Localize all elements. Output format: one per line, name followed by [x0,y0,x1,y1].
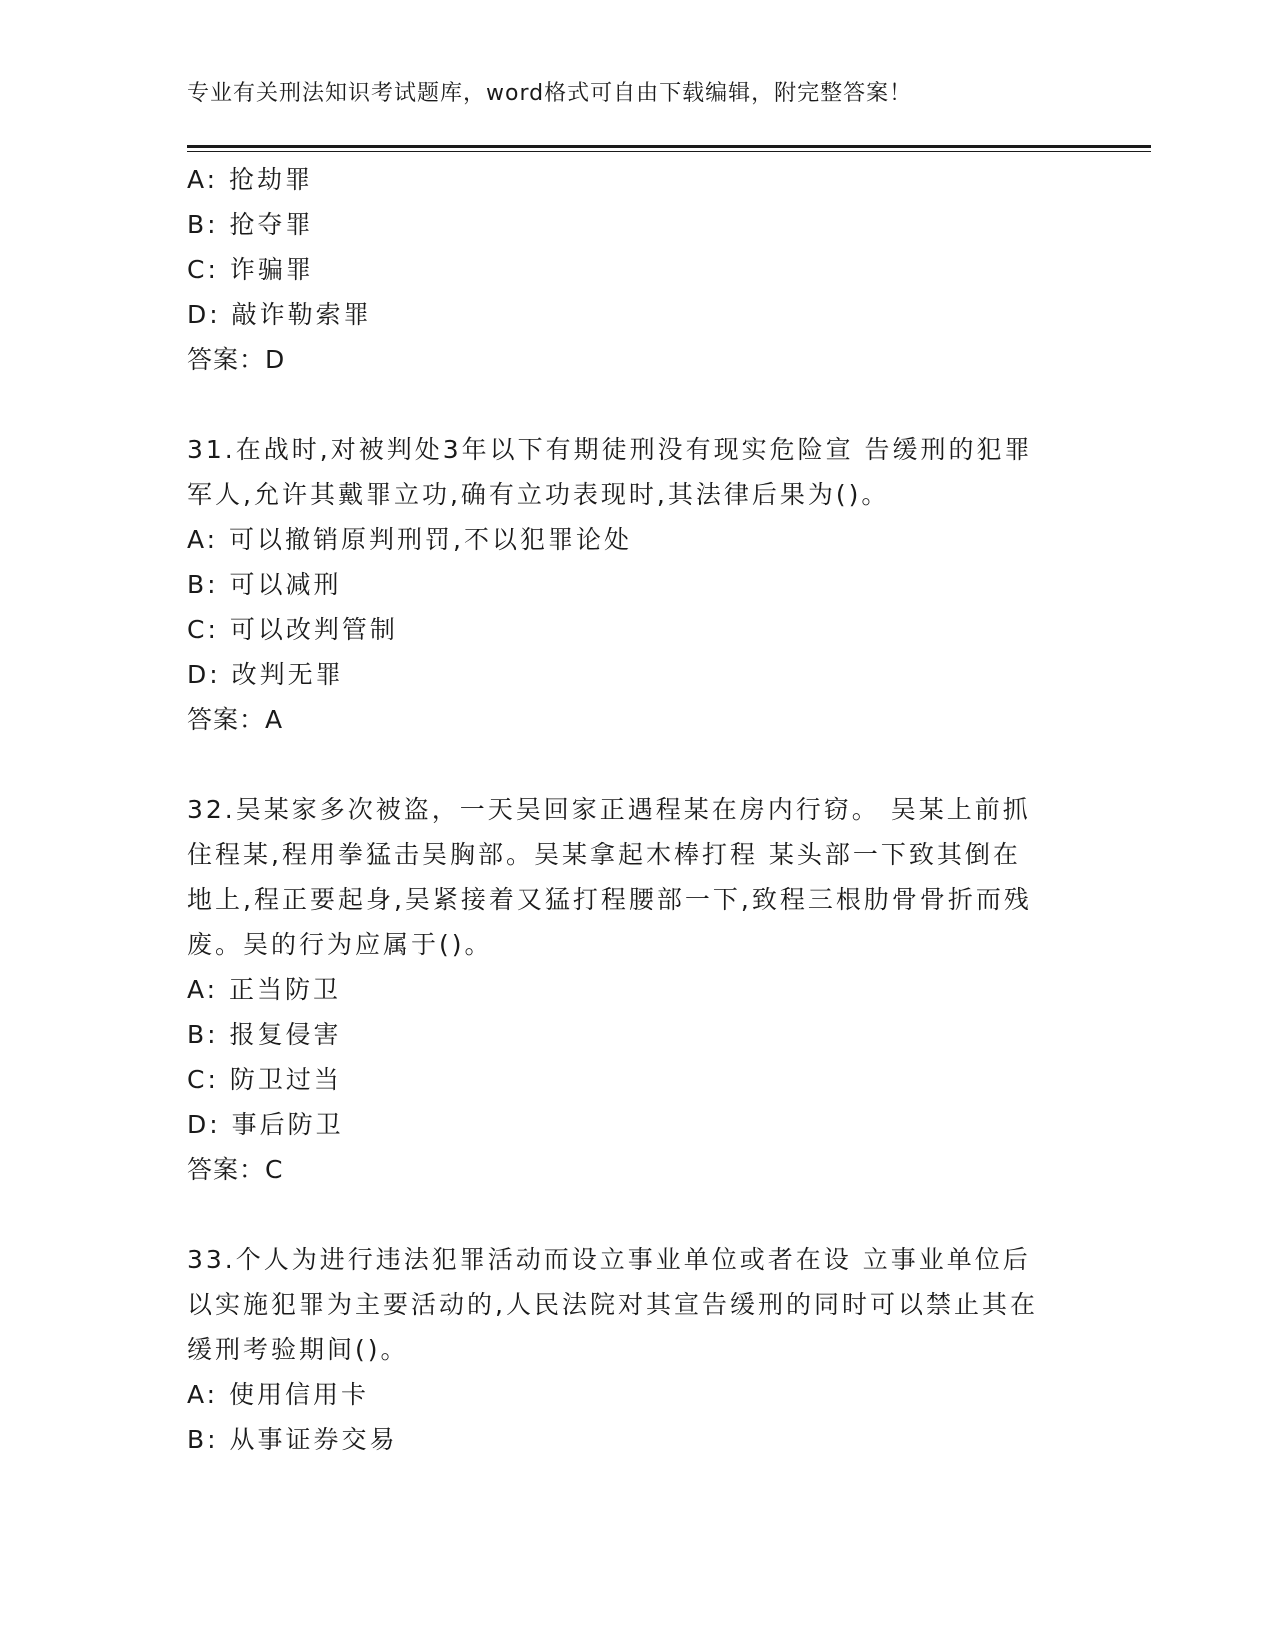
answer-line: 答案：D [187,345,286,374]
header-rule-thick [187,145,1151,148]
option-b: B: 报复侵害 [187,1020,342,1049]
option-b: B: 从事证券交易 [187,1425,398,1454]
header-rule-thin [187,151,1151,152]
question-31 [187,427,1087,742]
answer-line: 答案：C [187,1155,284,1184]
option-a: A: 使用信用卡 [187,1380,370,1409]
option-a: A: 可以撤销原判刑罚,不以犯罪论处 [187,525,632,554]
question-stem-line: 住程某,程用拳猛击吴胸部。吴某拿起木棒打程 某头部一下致其倒在 [187,840,1021,869]
question-stem-line: 废。吴的行为应属于()。 [187,930,493,959]
question-stem-line: 32.吴某家多次被盗，一天吴回家正遇程某在房内行窃。 吴某上前抓 [187,795,1031,824]
question-stem-line: 33.个人为进行违法犯罪活动而设立事业单位或者在设 立事业单位后 [187,1245,1031,1274]
question-30 [187,157,1087,382]
option-d: D: 改判无罪 [187,660,344,689]
answer-line: 答案：A [187,705,284,734]
option-c: C: 防卫过当 [187,1065,342,1094]
question-stem-line: 缓刑考验期间()。 [187,1335,409,1364]
question-stem-line: 31.在战时,对被判处3年以下有期徒刑没有现实危险宣 告缓刑的犯罪 [187,435,1033,464]
option-d: D: 敲诈勒索罪 [187,300,372,329]
question-stem-line: 以实施犯罪为主要活动的,人民法院对其宣告缓刑的同时可以禁止其在 [187,1290,1038,1319]
page-header-text: 专业有关刑法知识考试题库，word格式可自由下载编辑，附完整答案！ [187,81,913,106]
question-stem-line: 军人,允许其戴罪立功,确有立功表现时,其法律后果为()。 [187,480,890,509]
option-c: C: 诈骗罪 [187,255,314,284]
option-d: D: 事后防卫 [187,1110,344,1139]
option-a: A: 正当防卫 [187,975,342,1004]
option-c: C: 可以改判管制 [187,615,398,644]
question-stem-line: 地上,程正要起身,吴紧接着又猛打程腰部一下,致程三根肋骨骨折而残 [187,885,1032,914]
question-content [187,157,1087,1462]
question-33 [187,1237,1087,1462]
option-b: B: 抢夺罪 [187,210,314,239]
question-32 [187,787,1087,1192]
option-a: A: 抢劫罪 [187,165,314,194]
option-b: B: 可以减刑 [187,570,342,599]
